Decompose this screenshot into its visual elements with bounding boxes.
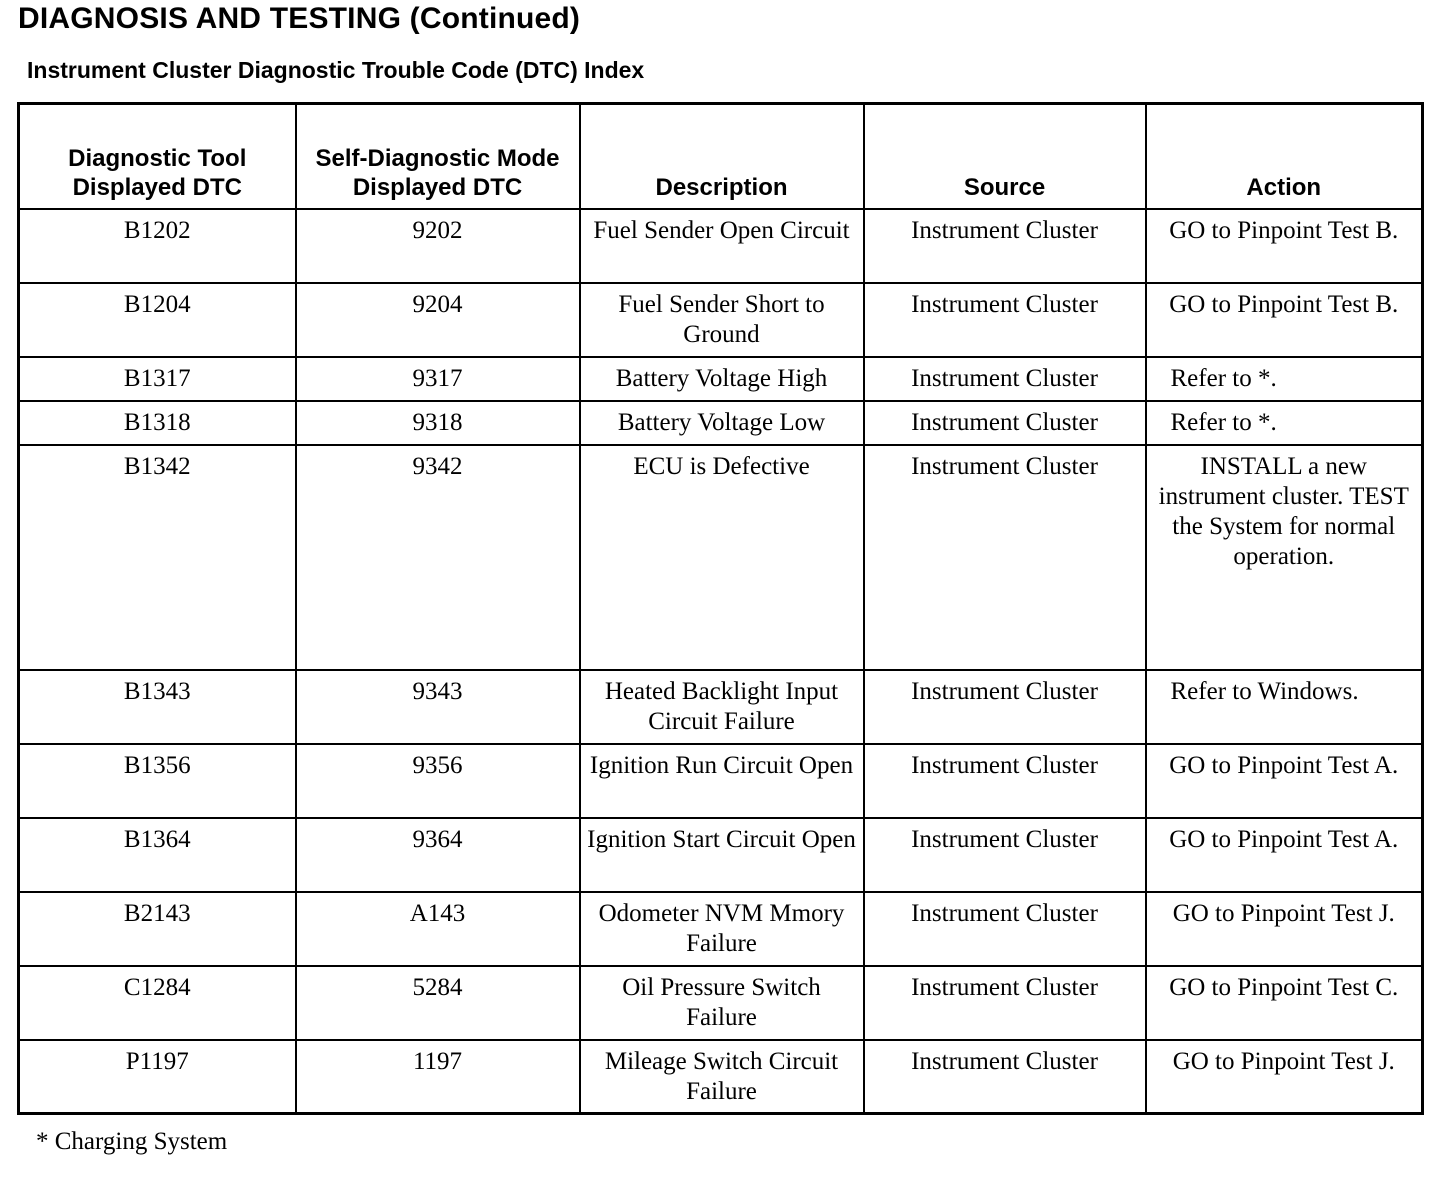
table-row [19,818,1423,892]
cell-action: GO to Pinpoint Test J. [1146,892,1423,966]
cell-source: Instrument Cluster [864,892,1146,966]
cell-description: Battery Voltage High [580,357,864,401]
table-row [19,283,1423,357]
cell-action: Refer to *. [1146,401,1423,445]
cell-source: Instrument Cluster [864,401,1146,445]
cell-tool-dtc: B1342 [19,445,296,670]
table-header-row [19,104,1423,209]
footnote: * Charging System [36,1128,228,1155]
cell-description: ECU is Defective [580,445,864,670]
cell-tool-dtc: B1202 [19,209,296,283]
cell-description: Heated Backlight Input Circuit Failure [580,670,864,744]
cell-self-dtc: 9364 [296,818,580,892]
cell-action: Refer to Windows. [1146,670,1423,744]
cell-description: Ignition Run Circuit Open [580,744,864,818]
cell-description: Fuel Sender Open Circuit [580,209,864,283]
cell-action: GO to Pinpoint Test J. [1146,1040,1423,1114]
cell-tool-dtc: B1364 [19,818,296,892]
cell-tool-dtc: B1343 [19,670,296,744]
cell-self-dtc: 9342 [296,445,580,670]
cell-source: Instrument Cluster [864,818,1146,892]
cell-self-dtc: 9204 [296,283,580,357]
cell-self-dtc: 9356 [296,744,580,818]
cell-self-dtc: 1197 [296,1040,580,1114]
cell-self-dtc: 9202 [296,209,580,283]
cell-action: GO to Pinpoint Test A. [1146,744,1423,818]
cell-tool-dtc: B1356 [19,744,296,818]
table-row [19,966,1423,1040]
table-row [19,209,1423,283]
cell-source: Instrument Cluster [864,445,1146,670]
cell-tool-dtc: B1317 [19,357,296,401]
table-row [19,1040,1423,1114]
cell-source: Instrument Cluster [864,744,1146,818]
cell-tool-dtc: B2143 [19,892,296,966]
cell-action: Refer to *. [1146,357,1423,401]
cell-description: Fuel Sender Short to Ground [580,283,864,357]
cell-source: Instrument Cluster [864,966,1146,1040]
table-row [19,744,1423,818]
cell-self-dtc: 9317 [296,357,580,401]
table-row [19,401,1423,445]
cell-description: Odometer NVM Mmory Failure [580,892,864,966]
cell-self-dtc: 9318 [296,401,580,445]
cell-description: Ignition Start Circuit Open [580,818,864,892]
table-row [19,670,1423,744]
cell-source: Instrument Cluster [864,357,1146,401]
cell-description: Mileage Switch Circuit Failure [580,1040,864,1114]
page-heading: DIAGNOSIS AND TESTING (Continued) [18,2,581,35]
cell-source: Instrument Cluster [864,1040,1146,1114]
cell-source: Instrument Cluster [864,209,1146,283]
cell-self-dtc: 9343 [296,670,580,744]
cell-tool-dtc: P1197 [19,1040,296,1114]
header-self-diagnostic-dtc: Self-Diagnostic Mode Displayed DTC [296,104,580,209]
cell-action: INSTALL a new instrument cluster. TEST the System for normal operation. [1146,445,1423,670]
header-tool-dtc: Diagnostic Tool Displayed DTC [19,104,296,209]
cell-self-dtc: A143 [296,892,580,966]
cell-action: GO to Pinpoint Test B. [1146,283,1423,357]
cell-action: GO to Pinpoint Test B. [1146,209,1423,283]
table-row [19,357,1423,401]
table-title: Instrument Cluster Diagnostic Trouble Code (DTC) Index [27,57,645,83]
cell-source: Instrument Cluster [864,283,1146,357]
cell-source: Instrument Cluster [864,670,1146,744]
cell-tool-dtc: B1318 [19,401,296,445]
header-source: Source [864,104,1146,209]
header-action: Action [1146,104,1423,209]
header-description: Description [580,104,864,209]
cell-description: Battery Voltage Low [580,401,864,445]
cell-tool-dtc: C1284 [19,966,296,1040]
cell-action: GO to Pinpoint Test C. [1146,966,1423,1040]
cell-self-dtc: 5284 [296,966,580,1040]
table-row [19,445,1423,670]
cell-description: Oil Pressure Switch Failure [580,966,864,1040]
cell-action: GO to Pinpoint Test A. [1146,818,1423,892]
cell-tool-dtc: B1204 [19,283,296,357]
dtc-index-table [17,102,1424,1115]
table-row [19,892,1423,966]
